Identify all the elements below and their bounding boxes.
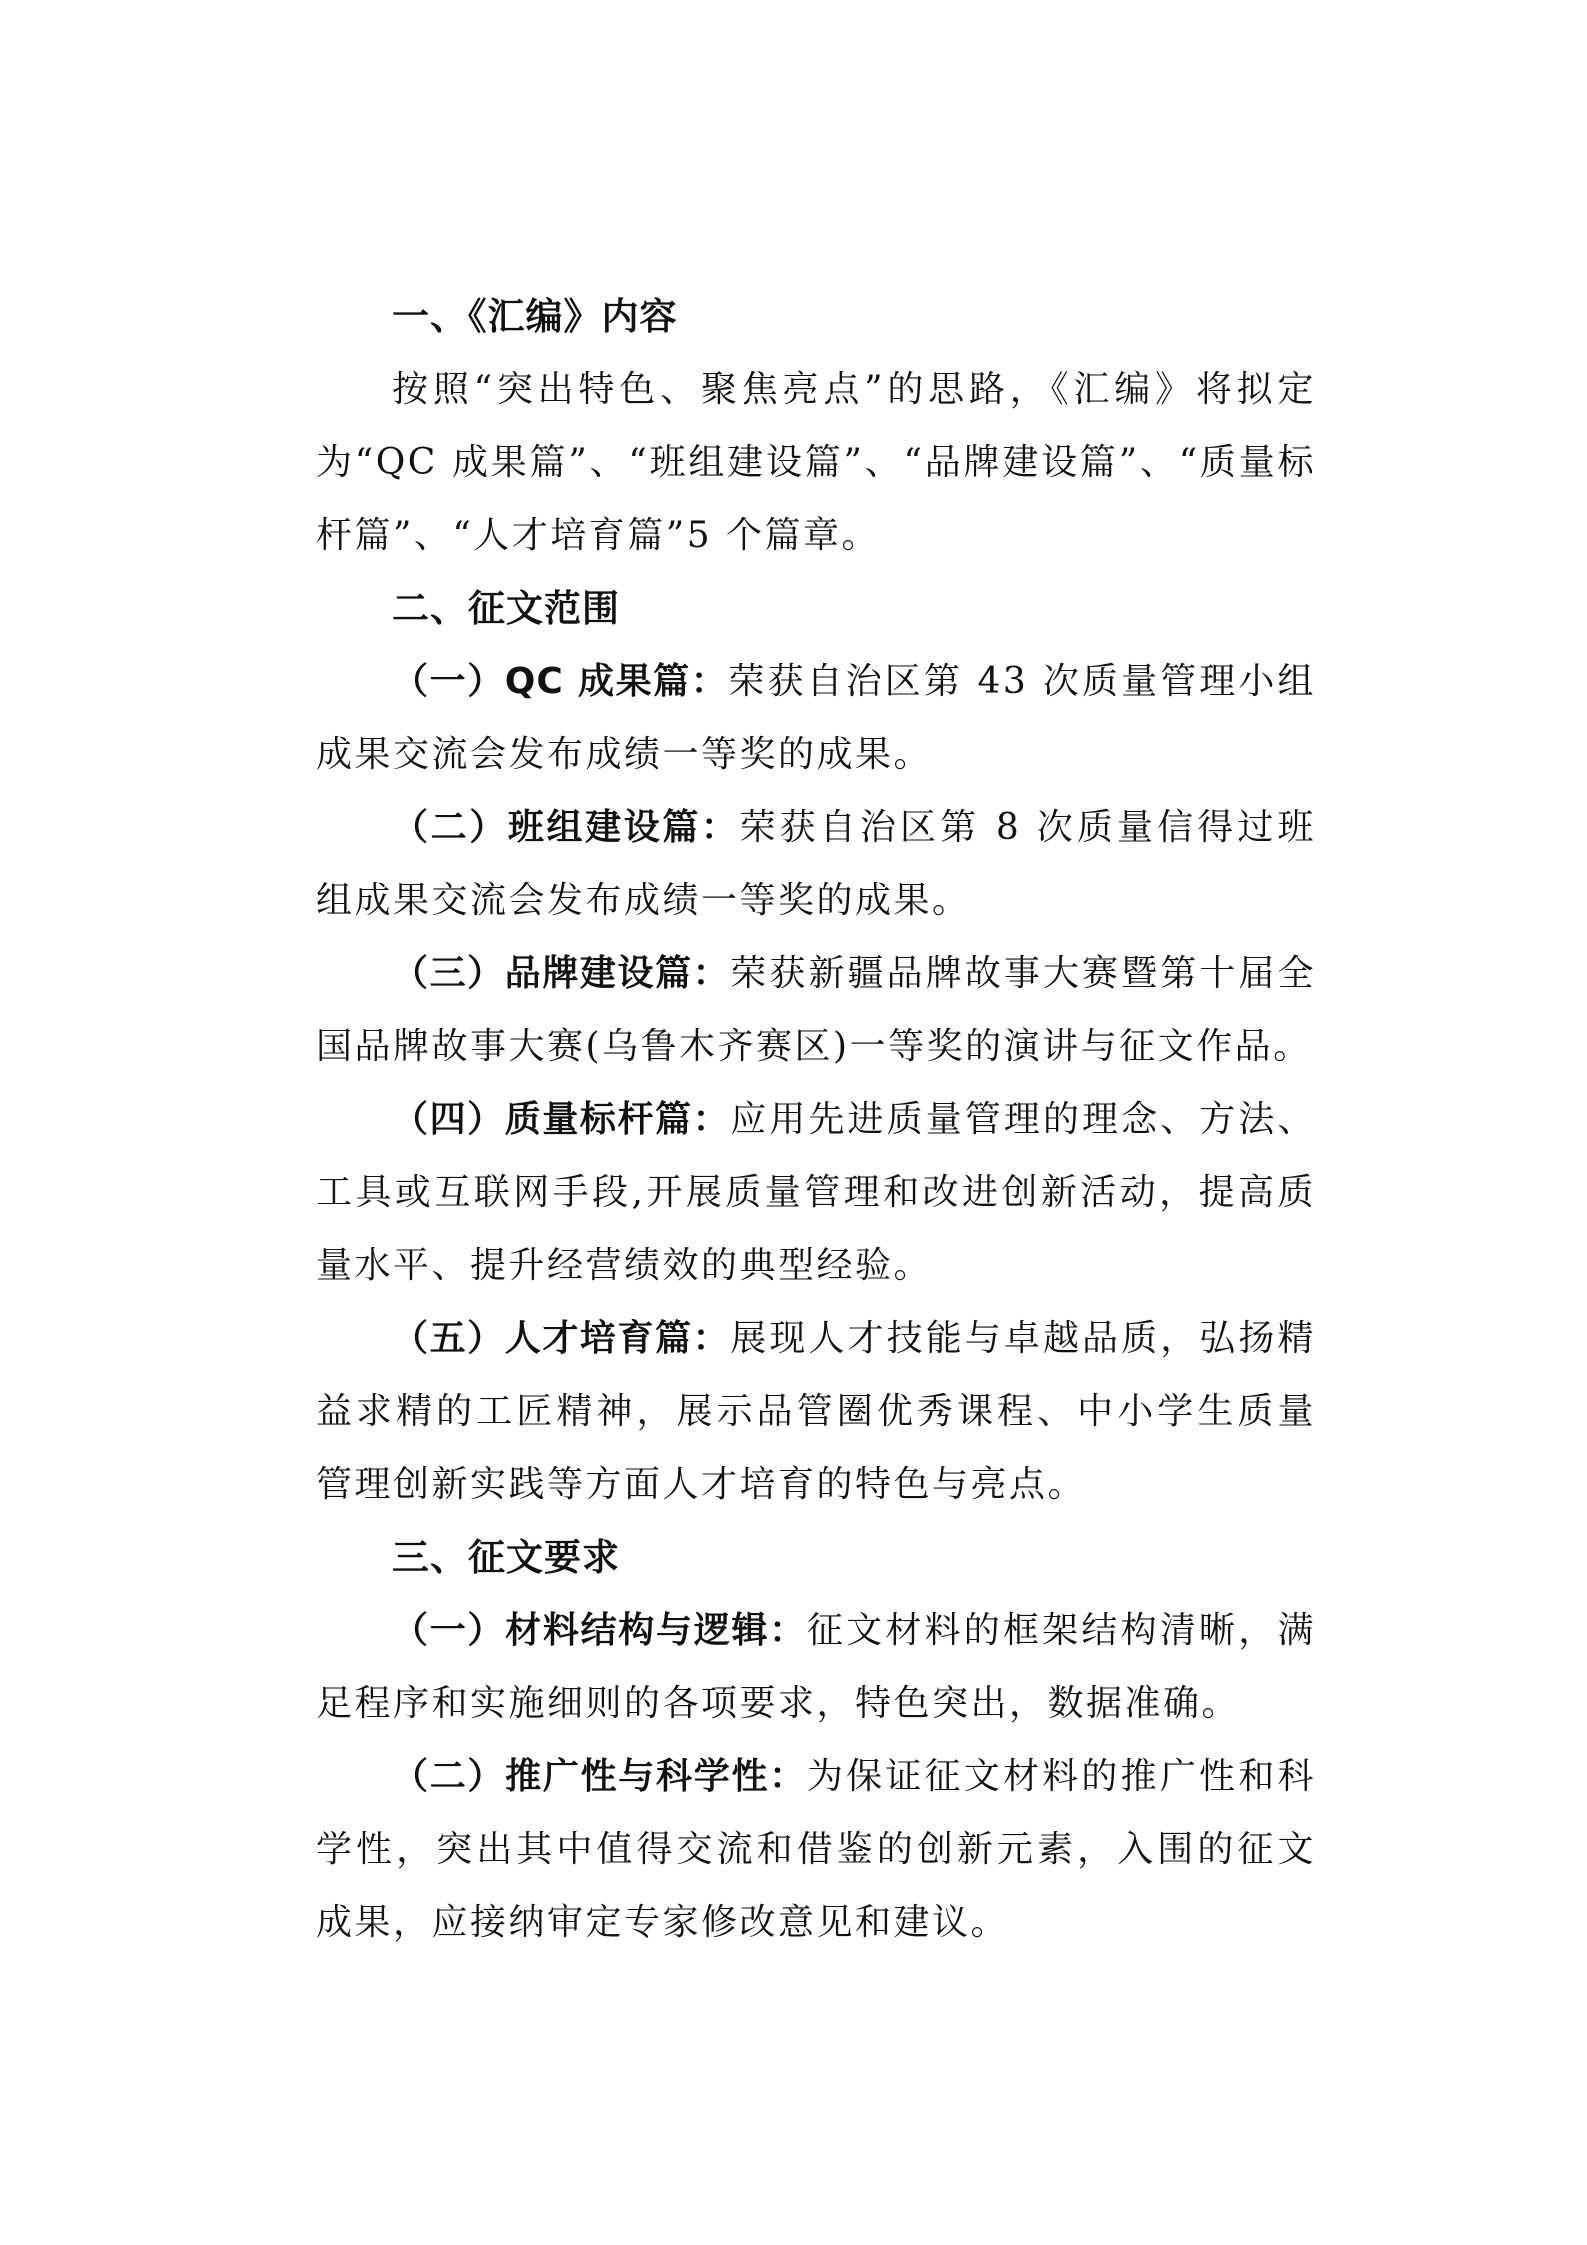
- section-heading-requirements: 三、征文要求: [392, 1536, 620, 1579]
- document-body: [316, 280, 1316, 1959]
- paragraph-lead: （二）推广性与科学性：: [392, 1756, 807, 1797]
- paragraph-lead: （一）QC 成果篇：: [392, 661, 729, 702]
- paragraph-lead: （一）材料结构与逻辑：: [392, 1610, 807, 1651]
- paragraph-req-structure: [316, 1594, 1316, 1740]
- paragraph-content-intro: [316, 353, 1316, 572]
- paragraph-text: 荣获自治区第 43 次质量管理小组成果交流会发布成绩一等奖的成果。: [316, 661, 1316, 775]
- paragraph-lead: （四）质量标杆篇：: [392, 1099, 731, 1140]
- paragraph-text: 荣获自治区第 8 次质量信得过班组成果交流会发布成绩一等奖的成果。: [316, 807, 1316, 921]
- paragraph-text: 征文材料的框架结构清晰，满足程序和实施细则的各项要求，特色突出，数据准确。: [316, 1610, 1316, 1724]
- section-heading-content: 一、《汇编》内容: [392, 295, 678, 338]
- paragraph-text: 按照“突出特色、聚焦亮点”的思路，《汇编》将拟定为“QC 成果篇”、“班组建设篇”、“品牌建设篇”、“质量标杆篇”、“人才培育篇”5 个篇章。: [316, 369, 1316, 556]
- section-heading-scope: 二、征文范围: [392, 587, 620, 630]
- paragraph-text: 为保证征文材料的推广性和科学性，突出其中值得交流和借鉴的创新元素，入围的征文成果，应接纳审定专家修改意见和建议。: [316, 1756, 1316, 1943]
- paragraph-scope-team: [316, 791, 1316, 937]
- paragraph-scope-qc: [316, 645, 1316, 791]
- paragraph-scope-talent: [316, 1302, 1316, 1521]
- paragraph-scope-brand: [316, 937, 1316, 1083]
- paragraph-lead: （二）班组建设篇：: [392, 807, 740, 848]
- paragraph-req-scientific: [316, 1740, 1316, 1959]
- paragraph-lead: （五）人才培育篇：: [392, 1318, 731, 1359]
- paragraph-text: 应用先进质量管理的理念、方法、工具或互联网手段,开展质量管理和改进创新活动，提高质量水平、提升经营绩效的典型经验。: [316, 1099, 1316, 1286]
- paragraph-text: 展现人才技能与卓越品质，弘扬精益求精的工匠精神，展示品管圈优秀课程、中小学生质量管理创新实践等方面人才培育的特色与亮点。: [316, 1318, 1316, 1505]
- paragraph-scope-benchmark: [316, 1083, 1316, 1302]
- paragraph-text: 荣获新疆品牌故事大赛暨第十届全国品牌故事大赛(乌鲁木齐赛区)一等奖的演讲与征文作品。: [316, 953, 1316, 1067]
- paragraph-lead: （三）品牌建设篇：: [392, 953, 731, 994]
